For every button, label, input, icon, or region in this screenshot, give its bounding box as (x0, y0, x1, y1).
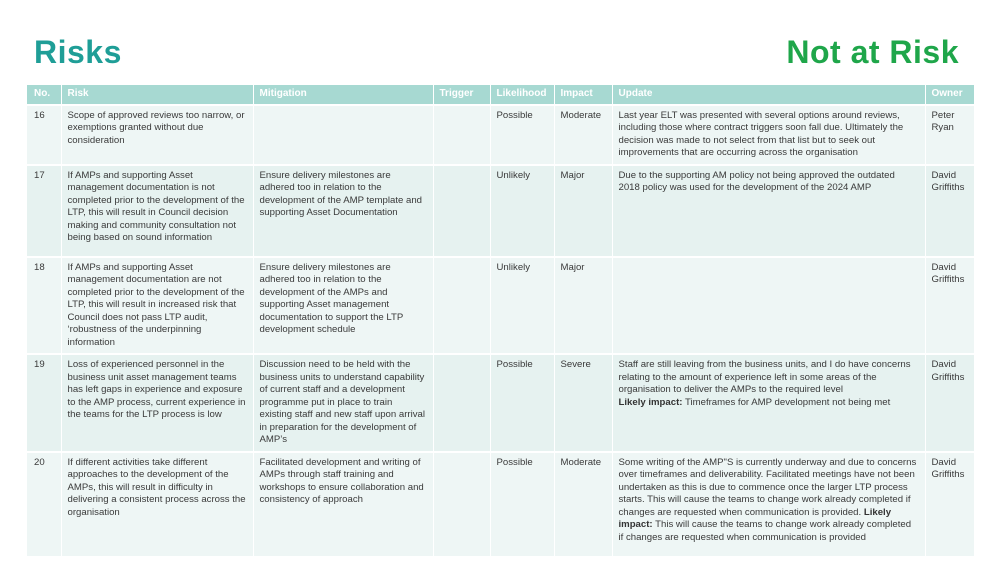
cell-owner: David Griffiths (925, 257, 974, 355)
cell-risk: Loss of experienced personnel in the business unit asset management teams has left gaps in experience and exposure to the AMP process, current experience in the teams for the LTP process is low (61, 354, 253, 452)
update-impact-text: Timeframes for AMP development not being met (682, 396, 891, 408)
cell-mitigation: Facilitated development and writing of AMPs through staff training and workshops to ensure collaboration and consistency of approach (253, 452, 433, 556)
cell-trigger (433, 105, 490, 165)
cell-no: 20 (27, 452, 61, 556)
cell-impact: Major (554, 165, 612, 257)
cell-likelihood: Unlikely (490, 257, 554, 355)
col-header-likelihood: Likelihood (490, 85, 554, 105)
cell-likelihood: Unlikely (490, 165, 554, 257)
cell-impact: Major (554, 257, 612, 355)
cell-owner: David Griffiths (925, 354, 974, 452)
cell-likelihood: Possible (490, 354, 554, 452)
table-row (27, 354, 974, 452)
update-text: Due to the supporting AM policy not being approved the outdated 2018 policy was used for the development of the 2024 AMP (618, 169, 895, 193)
cell-mitigation: Discussion need to be held with the business units to understand capability of current staff and a development programme put in place to train existing staff and new staff upon arrival in preparation for the development of AMP’s (253, 354, 433, 452)
col-header-owner: Owner (925, 85, 974, 105)
cell-trigger (433, 257, 490, 355)
cell-impact: Moderate (554, 452, 612, 556)
page-title: Risks (34, 34, 122, 70)
cell-owner: David Griffiths (925, 452, 974, 556)
col-header-update: Update (612, 85, 925, 105)
table-header-row (27, 85, 974, 105)
col-header-trigger: Trigger (433, 85, 490, 105)
cell-update (612, 452, 925, 556)
cell-mitigation: Ensure delivery milestones are adhered too in relation to the development of the AMP template and supporting Asset Documentation (253, 165, 433, 257)
cell-mitigation: Ensure delivery milestones are adhered too in relation to the development of the AMPs and supporting Asset management documentation to support the LTP development schedule (253, 257, 433, 355)
risk-table (27, 85, 975, 556)
cell-no: 19 (27, 354, 61, 452)
cell-no: 16 (27, 105, 61, 165)
cell-no: 18 (27, 257, 61, 355)
col-header-mitigation: Mitigation (253, 85, 433, 105)
cell-mitigation (253, 105, 433, 165)
update-text: Last year ELT was presented with several options around reviews, including those where contract triggers soon fall due. Ultimately the decision was made to not select from that list but to seek out improvements that are occurring across the organisation (618, 109, 904, 158)
cell-update (612, 165, 925, 257)
table-row (27, 452, 974, 556)
update-impact-text: This will cause the teams to change work already completed if changes are requested when communication is provided (618, 519, 912, 543)
cell-update (612, 105, 925, 165)
cell-risk: Scope of approved reviews too narrow, or exemptions granted without due consideration (61, 105, 253, 165)
cell-risk: If AMPs and supporting Asset management documentation are not completed prior to the development of the LTP, this will result in increased risk that Council does not pass LTP audit, ‘robustness of the underpinning information (61, 257, 253, 355)
status-heading: Not at Risk (786, 34, 959, 70)
cell-trigger (433, 452, 490, 556)
cell-update (612, 354, 925, 452)
table-row (27, 165, 974, 257)
cell-impact: Moderate (554, 105, 612, 165)
cell-owner: Peter Ryan (925, 105, 974, 165)
update-text: Staff are still leaving from the business units, and I do have concerns relating to the amount of experience left in some areas of the organisation to deliver the AMPs to the required level (618, 359, 911, 395)
cell-no: 17 (27, 165, 61, 257)
cell-likelihood: Possible (490, 105, 554, 165)
table-row (27, 105, 974, 165)
col-header-no: No. (27, 85, 61, 105)
cell-risk: If different activities take different approaches to the development of the AMPs, this will result in difficulty in delivering a consistent process across the organisation (61, 452, 253, 556)
col-header-risk: Risk (61, 85, 253, 105)
col-header-impact: Impact (554, 85, 612, 105)
cell-impact: Severe (554, 354, 612, 452)
likely-impact-label: Likely impact: (618, 396, 683, 408)
cell-owner: David Griffiths (925, 165, 974, 257)
update-text: Some writing of the AMP"S is currently underway and due to concerns over timeframes and deliverability. Facilitated meetings have not been undertaken as this is due to commence once the larger LTP process starts. This will cause the teams to change work already completed if changes are requested when communication is provided. (618, 456, 917, 518)
cell-risk: If AMPs and supporting Asset management documentation is not completed prior to the development of the LTP, this will result in Council decision making and community consultation not being based on sound information (61, 165, 253, 257)
cell-trigger (433, 165, 490, 257)
cell-likelihood: Possible (490, 452, 554, 556)
table-row (27, 257, 974, 355)
likely-impact-label: Likely impact: (618, 506, 892, 530)
cell-trigger (433, 354, 490, 452)
cell-update (612, 257, 925, 355)
